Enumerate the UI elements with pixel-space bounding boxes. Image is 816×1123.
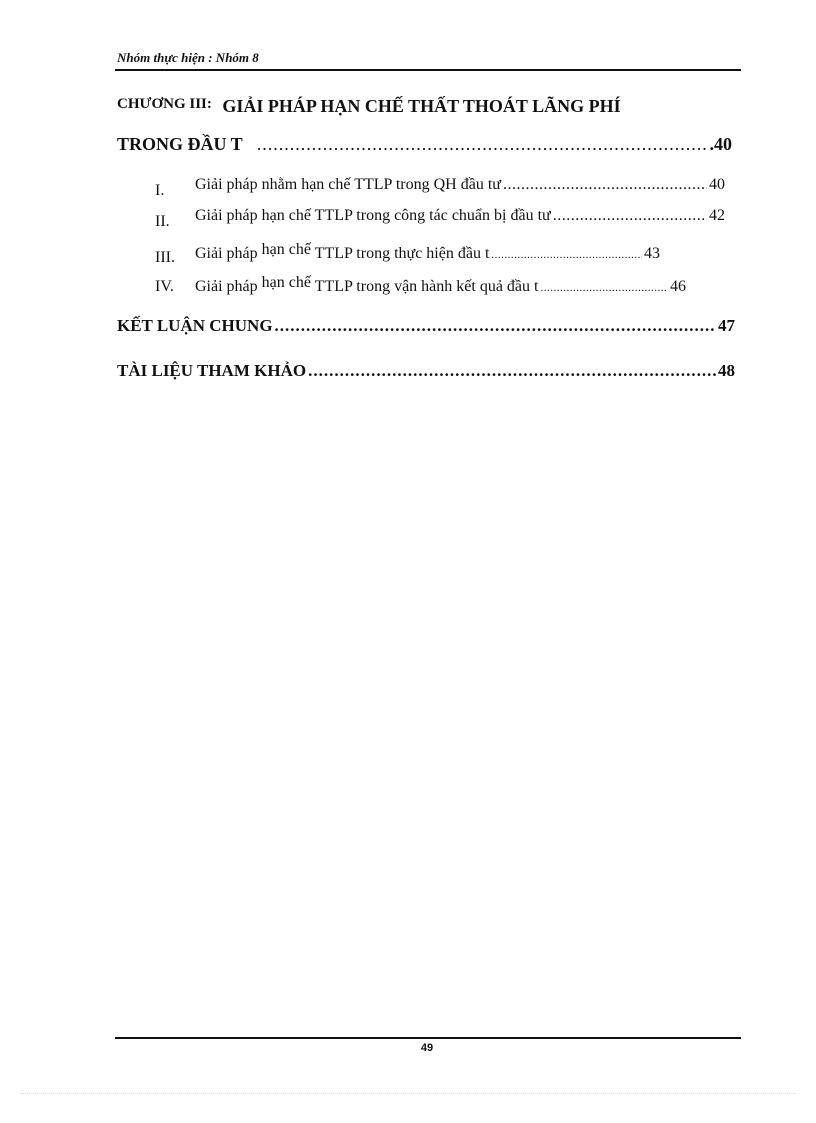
- footer-divider: [115, 1037, 741, 1039]
- toc-conclusion[interactable]: [117, 316, 735, 336]
- references-page: 48: [718, 361, 735, 380]
- page-edge-dotted-line: [20, 1093, 796, 1094]
- toc-item-3[interactable]: [155, 241, 660, 266]
- toc-item-text: Giải pháp hạn chế TTLP trong thực hiện đầu t: [195, 241, 490, 262]
- toc-item-page: 42: [709, 207, 725, 224]
- conclusion-page: 47: [718, 316, 735, 335]
- toc-chapter-heading-cont[interactable]: [117, 134, 732, 155]
- toc-item-4[interactable]: [155, 274, 686, 296]
- leader-dots: [553, 207, 707, 225]
- toc-item-text: Giải pháp hạn chế TTLP trong công tác chuẩn bị đầu tư: [195, 207, 551, 224]
- toc-item-1[interactable]: [155, 176, 725, 199]
- leader-dots: [308, 361, 716, 381]
- leader-dots: [491, 249, 642, 261]
- group-header: Nhóm thực hiện : Nhóm 8: [117, 50, 259, 65]
- chapter-title-cont: TRONG ĐẦU T: [117, 134, 243, 154]
- toc-item-text: Giải pháp nhằm hạn chế TTLP trong QH đầu tư: [195, 176, 501, 193]
- toc-references[interactable]: [117, 361, 735, 381]
- toc-item-numeral: IV.: [155, 278, 174, 295]
- header-divider: [115, 69, 741, 71]
- toc-item-text: Giải pháp hạn chế TTLP trong vận hành kết quả đầu t: [195, 274, 539, 295]
- toc-item-page: 40: [709, 176, 725, 193]
- chapter-prefix: CHƯƠNG III:: [117, 96, 212, 112]
- toc-item-2[interactable]: [155, 207, 725, 230]
- toc-item-numeral: I.: [155, 182, 165, 199]
- leader-dots: [275, 316, 716, 336]
- toc-item-numeral: III.: [155, 249, 175, 266]
- toc-item-page: 46: [670, 278, 686, 295]
- conclusion-label: KẾT LUẬN CHUNG: [117, 316, 273, 335]
- toc-item-page: 43: [644, 245, 660, 262]
- chapter-page-number: .40: [709, 134, 732, 154]
- leader-dots: [540, 282, 668, 294]
- leader-dots: [257, 134, 708, 155]
- toc-item-numeral: II.: [155, 213, 170, 230]
- chapter-title: GIẢI PHÁP HẠN CHẾ THẤT THOÁT LÃNG PHÍ: [222, 96, 621, 116]
- leader-dots: [503, 176, 707, 194]
- toc-chapter-heading[interactable]: [117, 96, 737, 117]
- references-label: TÀI LIỆU THAM KHẢO: [117, 361, 307, 380]
- page-number: 49: [420, 1042, 434, 1054]
